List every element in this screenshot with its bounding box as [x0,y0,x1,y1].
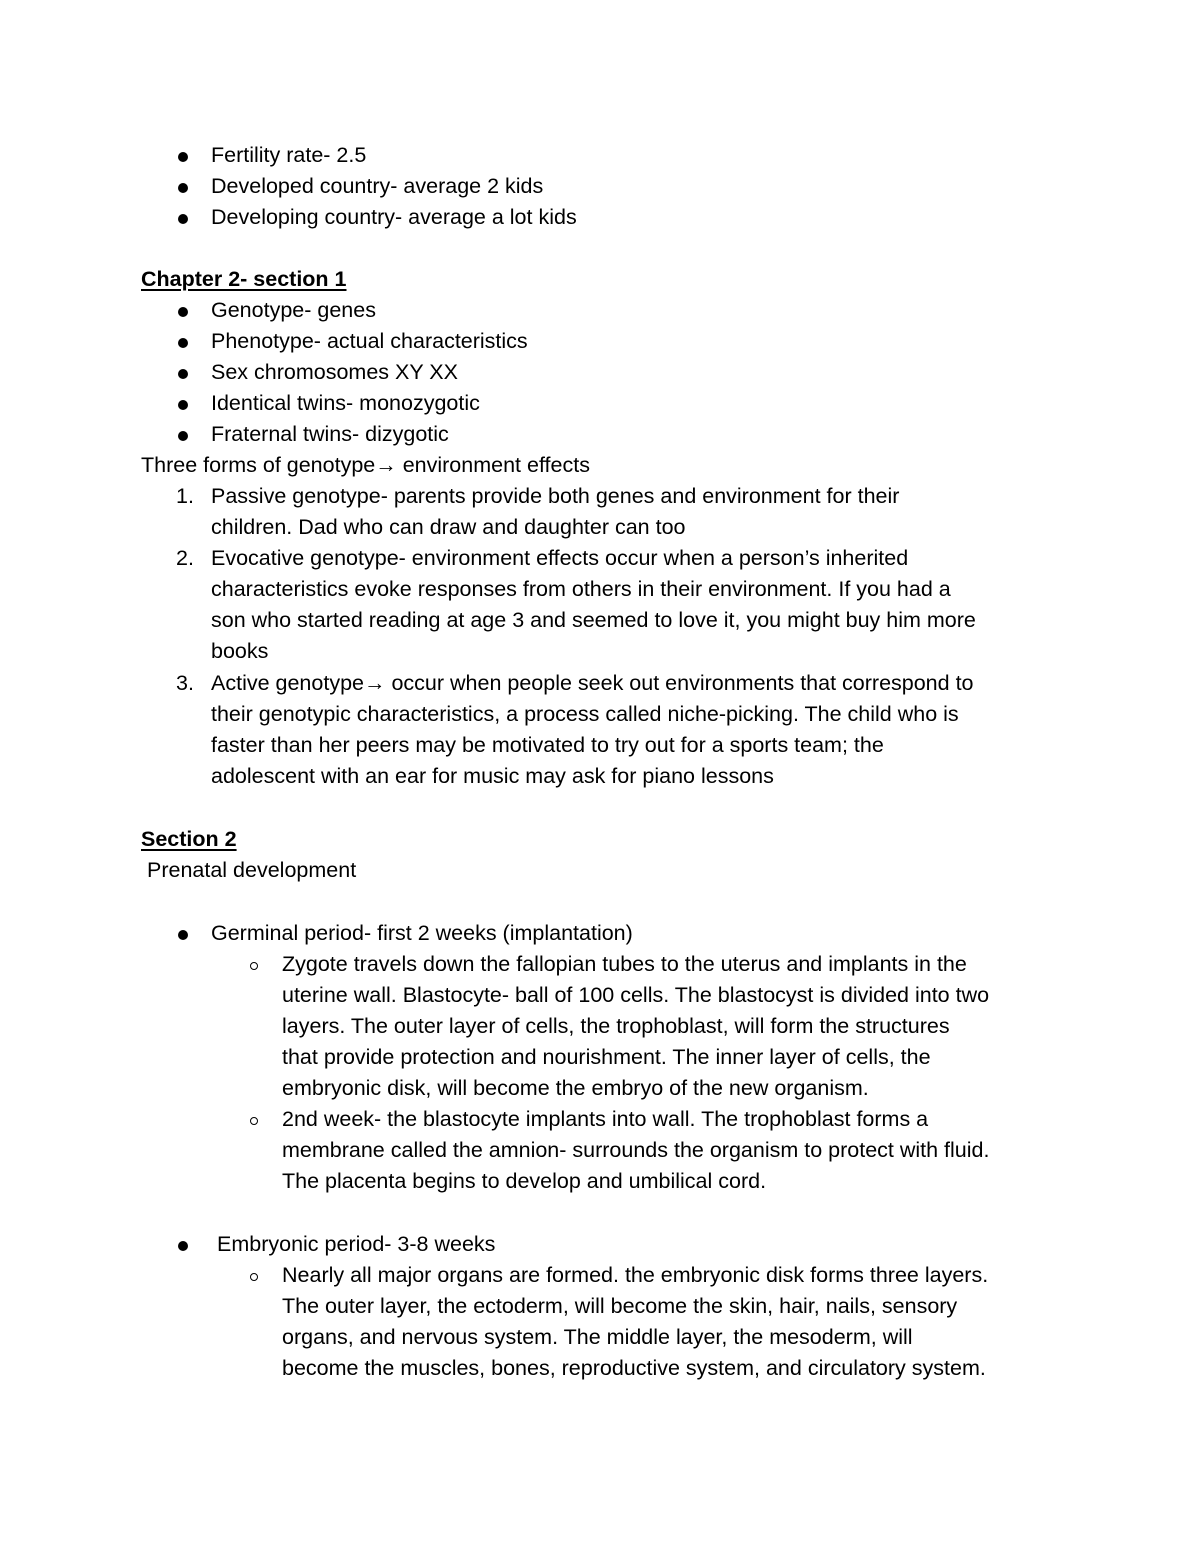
list-item: Genotype- genes [211,298,376,322]
forms-title: Three forms of genotype→ environment effects [141,453,590,477]
sub-item-line: The outer layer, the ectoderm, will become the skin, hair, nails, sensory [282,1294,958,1318]
list-item-line: characteristics evoke responses from others in their environment. If you had a [211,577,951,601]
list-item-line: faster than her peers may be motivated to try out for a sports team; the [211,733,884,757]
sub-bullet-circle [250,1273,258,1281]
list-item: Developing country- average a lot kids [211,205,577,229]
section-heading: Section 2 [141,827,237,851]
list-item: Germinal period- first 2 weeks (implantation) [211,921,633,945]
list-number: 3. [176,671,194,695]
bullet-dot [178,214,188,224]
list-item: Sex chromosomes XY XX [211,360,458,384]
list-item-line: their genotypic characteristics, a process called niche-picking. The child who is [211,702,959,726]
sub-bullet-circle [250,1117,258,1125]
sub-item-line: embryonic disk, will become the embryo of the new organism. [282,1076,869,1100]
sub-item-line: The placenta begins to develop and umbilical cord. [282,1169,767,1193]
sub-item-line: become the muscles, bones, reproductive system, and circulatory system. [282,1356,986,1380]
sub-item-line: that provide protection and nourishment. The inner layer of cells, the [282,1045,931,1069]
list-item-line: adolescent with an ear for music may ask for piano lessons [211,764,774,788]
bullet-dot [178,338,188,348]
sub-item-line: layers. The outer layer of cells, the trophoblast, will form the structures [282,1014,950,1038]
bullet-dot [178,183,188,193]
bullet-dot [178,152,188,162]
list-item: Identical twins- monozygotic [211,391,480,415]
list-item: Phenotype- actual characteristics [211,329,528,353]
list-item-line: Active genotype→ occur when people seek out environments that correspond to [211,671,974,695]
sub-item-line: Zygote travels down the fallopian tubes to the uterus and implants in the [282,952,967,976]
sub-item-line: membrane called the amnion- surrounds the organism to protect with fluid. [282,1138,990,1162]
sub-item-line: 2nd week- the blastocyte implants into wall. The trophoblast forms a [282,1107,929,1131]
bullet-dot [178,1241,188,1251]
bullet-dot [178,930,188,940]
list-item-line: Passive genotype- parents provide both genes and environment for their [211,484,900,508]
list-item: Embryonic period- 3-8 weeks [217,1232,496,1256]
list-item: Fertility rate- 2.5 [211,143,367,167]
sub-item-line: organs, and nervous system. The middle layer, the mesoderm, will [282,1325,913,1349]
sub-bullet-circle [250,962,258,970]
bullet-dot [178,369,188,379]
bullet-dot [178,431,188,441]
list-number: 2. [176,546,194,570]
list-item-line: son who started reading at age 3 and seemed to love it, you might buy him more [211,608,976,632]
sub-item-line: uterine wall. Blastocyte- ball of 100 cells. The blastocyst is divided into two [282,983,990,1007]
list-item: Fraternal twins- dizygotic [211,422,449,446]
list-item: Developed country- average 2 kids [211,174,544,198]
list-item-line: Evocative genotype- environment effects occur when a person’s inherited [211,546,909,570]
bullet-dot [178,400,188,410]
sub-item-line: Nearly all major organs are formed. the embryonic disk forms three layers. [282,1263,989,1287]
bullet-dot [178,307,188,317]
chapter-heading: Chapter 2- section 1 [141,267,347,291]
list-number: 1. [176,484,194,508]
list-item-line: books [211,639,269,663]
section-subtitle: Prenatal development [147,858,357,882]
list-item-line: children. Dad who can draw and daughter can too [211,515,686,539]
